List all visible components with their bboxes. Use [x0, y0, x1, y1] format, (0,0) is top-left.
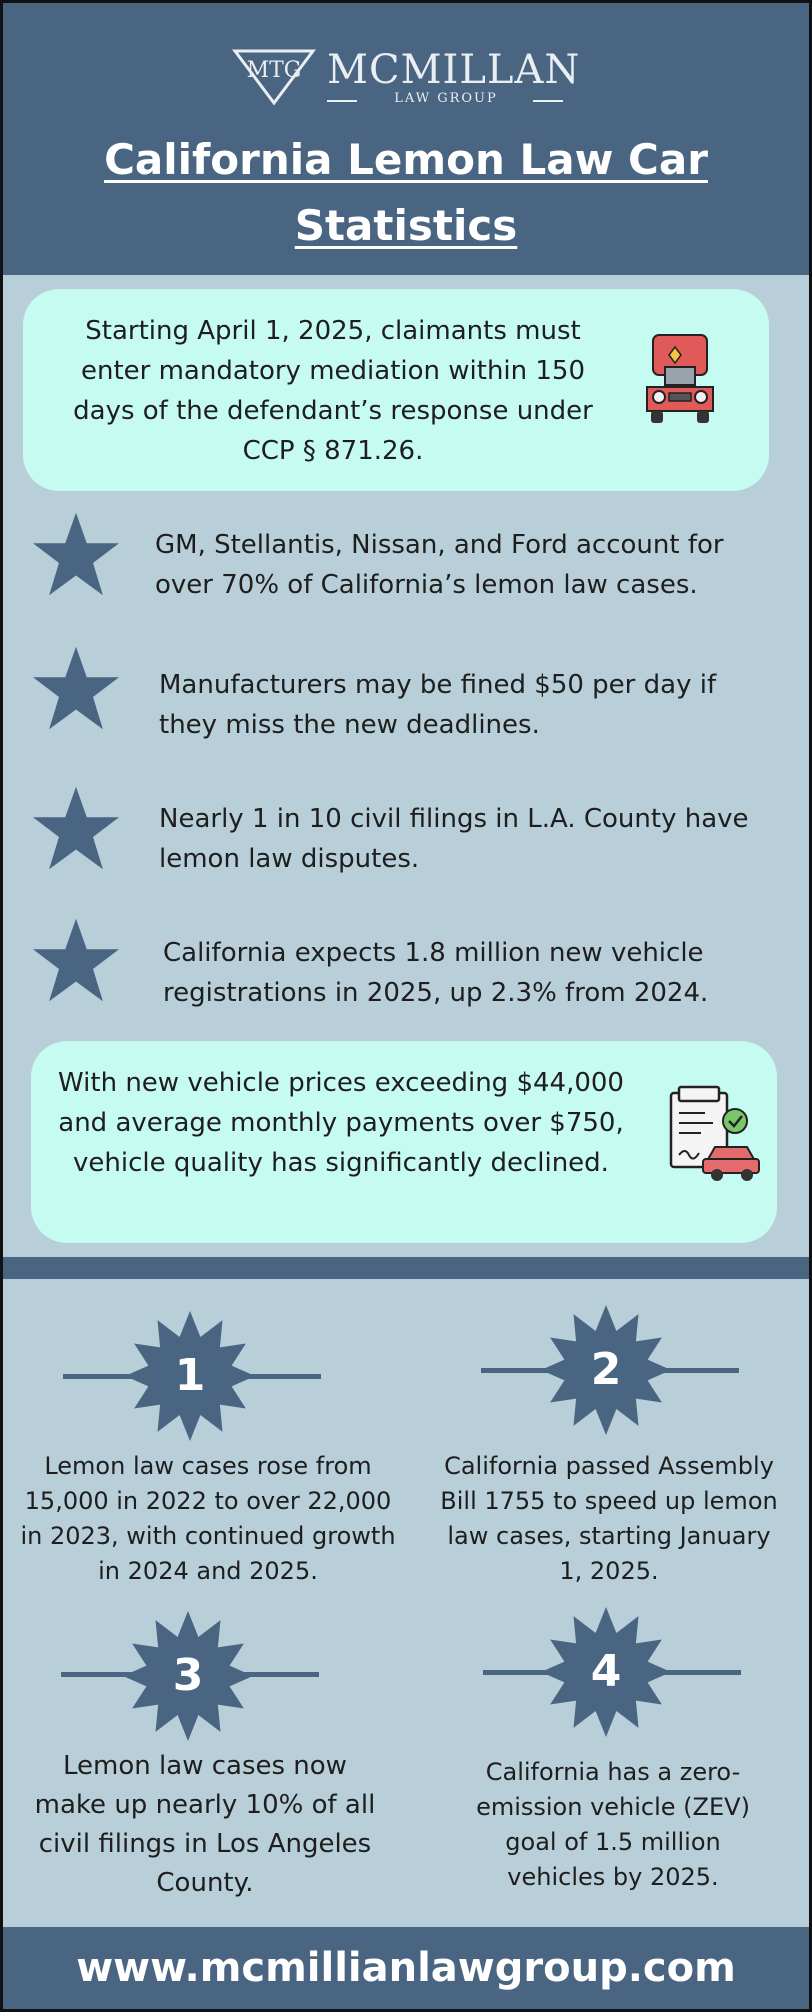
numbered-badge: [123, 1611, 253, 1741]
footer: [3, 1927, 809, 2009]
numbered-text: California passed Assembly Bill 1755 to speed up lemon law cases, starting January 1, 2025.: [440, 1452, 778, 1585]
logo-rule-left: [327, 100, 357, 102]
fact-item: Manufacturers may be fined $50 per day if they miss the new deadlines.: [159, 670, 717, 740]
numbered-badge: [541, 1305, 671, 1435]
logo-name: MCMILLAN: [327, 47, 581, 93]
logo-rule-right: [533, 100, 563, 102]
callout-mediation: [23, 289, 769, 491]
callout-prices: [31, 1041, 777, 1243]
fact-item: GM, Stellantis, Nissan, and Ford account for over 70% of California’s lemon law cases.: [155, 530, 724, 600]
car-engine-icon: [643, 331, 717, 427]
website-link[interactable]: www.mcmillianlawgroup.com: [76, 1945, 736, 1991]
numbered-text: Lemon law cases rose from 15,000 in 2022 to over 22,000 in 2023, with continued growth in 2024 and 2025.: [20, 1452, 396, 1585]
badge-number: 3: [172, 1650, 204, 1701]
badge-number: 2: [590, 1344, 622, 1395]
numbered-badge: [125, 1311, 255, 1441]
badge-number: 4: [590, 1646, 622, 1697]
star-icon: [31, 645, 121, 731]
header: [3, 3, 809, 275]
diamond-logo-icon: [229, 45, 319, 105]
numbered-badge: [541, 1607, 671, 1737]
logo-monogram: MTG: [246, 58, 302, 83]
numbered-text: Lemon law cases now make up nearly 10% of all civil filings in Los Angeles County.: [34, 1751, 376, 1898]
star-icon: [31, 511, 121, 597]
page-title: California Lemon Law Car Statistics: [104, 135, 708, 250]
callout-prices-text: With new vehicle prices exceeding $44,000 and average monthly payments over $750, vehicle quality has significantly declined.: [58, 1068, 624, 1178]
fact-item: Nearly 1 in 10 civil filings in L.A. County have lemon law disputes.: [159, 804, 749, 874]
numbered-text: California has a zero-emission vehicle (ZEV) goal of 1.5 million vehicles by 2025.: [476, 1758, 750, 1891]
logo-subtitle: LAW GROUP: [394, 91, 498, 106]
fact-item: California expects 1.8 million new vehicle registrations in 2025, up 2.3% from 2024.: [163, 938, 709, 1008]
car-document-icon: [663, 1085, 763, 1189]
logo: [229, 43, 589, 113]
star-icon: [31, 785, 121, 871]
star-icon: [31, 917, 121, 1003]
section-divider: [3, 1257, 809, 1279]
callout-mediation-text: Starting April 1, 2025, claimants must enter mandatory mediation within 150 days of the defendant’s response under CCP § 871.26.: [73, 316, 593, 466]
badge-number: 1: [174, 1350, 206, 1401]
